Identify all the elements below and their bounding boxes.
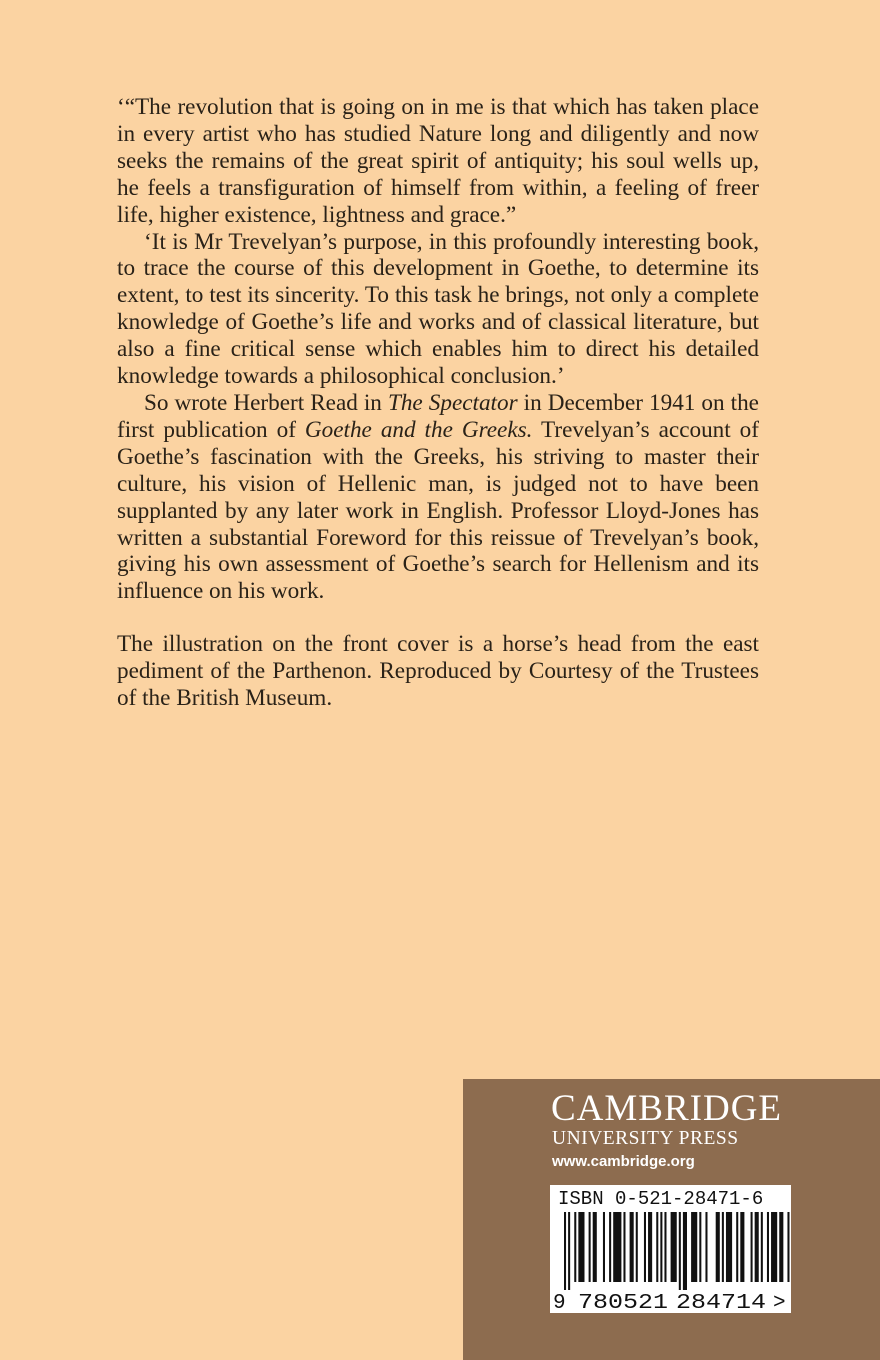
journal-title: The Spectator <box>387 389 518 416</box>
barcode-bar <box>568 1212 570 1290</box>
barcode-bar <box>761 1212 763 1282</box>
barcode-bar <box>705 1212 707 1282</box>
blurb-review-paragraph: ‘It is Mr Trevelyan’s purpose, in this profoundly interesting book, to trace the course of this development in Goethe, to determine its extent, to test its sincerity. To this task he brings, not only a complete knowledge of Goethe’s life and works and of classical literature, but also a fine critical sense which enables him to direct his detailed knowledge towards a philosophical conclusion.’ <box>117 228 759 390</box>
barcode-bar <box>648 1212 652 1282</box>
barcode-bar <box>660 1212 662 1282</box>
isbn-label: ISBN 0-521-28471-6 <box>558 1188 764 1210</box>
blurb-description-paragraph <box>117 390 759 605</box>
blurb-quote-paragraph: ‘“The revolution that is going on in me is that which has taken place in every artist who has studied Nature long and diligently and now seeks the remains of the great spirit of antiquity; his soul wells up, he feels a transfiguration of himself from within, a feeling of freer life, higher existence, lightness and grace.” <box>117 94 759 228</box>
publisher-panel <box>463 1079 880 1360</box>
barcode-bar <box>679 1212 681 1290</box>
blurb-text <box>117 94 759 712</box>
barcode-bar <box>613 1212 621 1282</box>
publisher-subtitle: UNIVERSITY PRESS <box>552 1128 739 1149</box>
barcode-bar <box>683 1212 687 1290</box>
publisher-name: CAMBRIDGE <box>551 1088 783 1129</box>
barcode-bar <box>767 1212 769 1282</box>
barcode-bar <box>787 1212 789 1282</box>
barcode-bar <box>740 1212 744 1282</box>
barcode-bar <box>722 1212 724 1282</box>
barcode-bar <box>636 1212 638 1282</box>
barcode-digit-prefix: 9 <box>553 1292 566 1313</box>
barcode-box <box>550 1185 791 1313</box>
barcode-bar <box>699 1212 701 1282</box>
description-text-start: So wrote Herbert Read in <box>144 389 388 416</box>
barcode-digits-left: 780521 <box>578 1292 668 1313</box>
book-title: Goethe and the Greeks. <box>304 416 533 443</box>
barcode-bar <box>664 1212 666 1282</box>
barcode-bar <box>609 1212 611 1282</box>
barcode-bar <box>623 1212 625 1282</box>
barcode-bar <box>755 1212 759 1282</box>
cover-credit: The illustration on the front cover is a horse’s head from the east pediment of the Parthenon. Reproduced by Courtesy of the Trustees of the British Museum. <box>117 631 759 712</box>
publisher-url: www.cambridge.org <box>552 1153 695 1170</box>
barcode-bar <box>593 1212 597 1282</box>
barcode-bar <box>574 1212 576 1282</box>
barcode-bar <box>589 1212 591 1282</box>
barcode-graphic <box>550 1212 791 1313</box>
barcode-bar <box>726 1212 732 1282</box>
barcode-bar <box>656 1212 658 1282</box>
barcode-bar <box>691 1212 697 1282</box>
barcode-bars <box>564 1212 791 1290</box>
barcode-bar <box>716 1212 720 1282</box>
barcode-bar <box>751 1212 753 1282</box>
barcode-digit-suffix: > <box>773 1292 786 1313</box>
description-text-end: Trevelyan’s account of Goethe’s fascination with the Greeks, his striving to master their culture, his vision of Hellenic man, is judged not to have been supplanted by any later work in English. Professor Lloyd-Jones has written a substantial Foreword for this reissue of Trevelyan’s book, giving his own assessment of Goethe’s search for Hellenism and its influence on his work. <box>117 416 759 605</box>
barcode-bar <box>603 1212 605 1282</box>
barcode-bar <box>564 1212 566 1290</box>
barcode-bar <box>644 1212 646 1282</box>
barcode-bar <box>630 1212 634 1282</box>
barcode-bar <box>779 1212 783 1282</box>
description-text-middle: in December 1941 on the first publication of <box>117 389 759 443</box>
barcode-bar <box>771 1212 777 1282</box>
barcode-bar <box>578 1212 584 1282</box>
barcode-bar <box>671 1212 677 1282</box>
barcode-digits-right: 284714 <box>676 1292 766 1313</box>
barcode-bar <box>736 1212 738 1282</box>
